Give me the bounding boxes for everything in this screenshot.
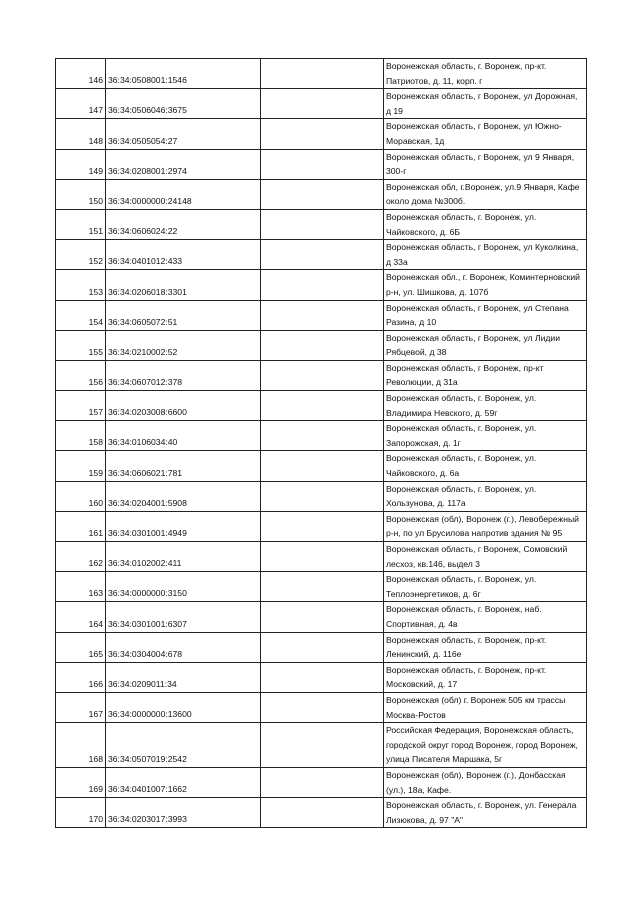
- row-number: 164: [56, 602, 106, 632]
- empty-cell: [261, 632, 384, 662]
- table-row: [56, 360, 587, 390]
- table-row: [56, 767, 587, 797]
- address-cell: Воронежская обл, г.Воронеж, ул.9 Января, Кафе около дома №300б.: [384, 179, 587, 209]
- cadastral-number: 36:34:0508001:1546: [106, 59, 261, 89]
- cadastral-number: 36:34:0506046:3675: [106, 89, 261, 119]
- table-row: [56, 89, 587, 119]
- row-number: 166: [56, 662, 106, 692]
- address-cell: Воронежская область, г Воронеж, ул Куколкина, д 33а: [384, 240, 587, 270]
- table-row: [56, 421, 587, 451]
- empty-cell: [261, 602, 384, 632]
- cadastral-number: 36:34:0210002:52: [106, 330, 261, 360]
- row-number: 151: [56, 209, 106, 239]
- cadastral-table: [55, 58, 587, 828]
- cadastral-number: 36:34:0607012:378: [106, 360, 261, 390]
- row-number: 165: [56, 632, 106, 662]
- row-number: 152: [56, 240, 106, 270]
- table-row: [56, 330, 587, 360]
- address-cell: Воронежская (обл), Воронеж (г.), Левобережный р-н, по ул Брусилова напротив здания № 95: [384, 511, 587, 541]
- cadastral-number: 36:34:0106034:40: [106, 421, 261, 451]
- cadastral-number: 36:34:0505054:27: [106, 119, 261, 149]
- empty-cell: [261, 300, 384, 330]
- table-row: [56, 572, 587, 602]
- cadastral-number: 36:34:0000000:13600: [106, 692, 261, 722]
- table-row: [56, 270, 587, 300]
- table-row: [56, 632, 587, 662]
- row-number: 156: [56, 360, 106, 390]
- empty-cell: [261, 391, 384, 421]
- row-number: 157: [56, 391, 106, 421]
- row-number: 160: [56, 481, 106, 511]
- empty-cell: [261, 360, 384, 390]
- empty-cell: [261, 179, 384, 209]
- cadastral-number: 36:34:0203008:6600: [106, 391, 261, 421]
- empty-cell: [261, 542, 384, 572]
- empty-cell: [261, 240, 384, 270]
- cadastral-number: 36:34:0208001:2974: [106, 149, 261, 179]
- row-number: 158: [56, 421, 106, 451]
- empty-cell: [261, 119, 384, 149]
- table-body: [56, 59, 587, 828]
- table-row: [56, 481, 587, 511]
- row-number: 162: [56, 542, 106, 572]
- address-cell: Воронежская область, г. Воронеж, ул. Запорожская, д. 1г: [384, 421, 587, 451]
- row-number: 159: [56, 451, 106, 481]
- row-number: 155: [56, 330, 106, 360]
- table-row: [56, 542, 587, 572]
- cadastral-number: 36:34:0507019:2542: [106, 723, 261, 768]
- row-number: 169: [56, 767, 106, 797]
- address-cell: Воронежская обл., г. Воронеж, Коминтерновский р-н, ул. Шишкова, д. 107б: [384, 270, 587, 300]
- empty-cell: [261, 692, 384, 722]
- row-number: 149: [56, 149, 106, 179]
- table-row: [56, 149, 587, 179]
- empty-cell: [261, 421, 384, 451]
- address-cell: Воронежская область, г. Воронеж, ул. Чайковского, д. 6а: [384, 451, 587, 481]
- table-row: [56, 662, 587, 692]
- table-row: [56, 240, 587, 270]
- empty-cell: [261, 798, 384, 828]
- empty-cell: [261, 209, 384, 239]
- cadastral-number: 36:34:0000000:24148: [106, 179, 261, 209]
- row-number: 154: [56, 300, 106, 330]
- address-cell: Воронежская область, г Воронеж, ул Степана Разина, д 10: [384, 300, 587, 330]
- address-cell: Воронежская область, г. Воронеж, ул. Чайковского, д. 6Б: [384, 209, 587, 239]
- empty-cell: [261, 723, 384, 768]
- address-cell: Воронежская область, г Воронеж, Сомовский лесхоз, кв.146, выдел 3: [384, 542, 587, 572]
- table-row: [56, 391, 587, 421]
- cadastral-number: 36:34:0606021:781: [106, 451, 261, 481]
- cadastral-number: 36:34:0605072:51: [106, 300, 261, 330]
- empty-cell: [261, 511, 384, 541]
- empty-cell: [261, 89, 384, 119]
- cadastral-number: 36:34:0206018:3301: [106, 270, 261, 300]
- cadastral-number: 36:34:0102002:411: [106, 542, 261, 572]
- address-cell: Воронежская область, г Воронеж, ул Лидии Рябцевой, д 38: [384, 330, 587, 360]
- cadastral-number: 36:34:0401007:1662: [106, 767, 261, 797]
- document-page: [55, 58, 586, 828]
- row-number: 147: [56, 89, 106, 119]
- row-number: 153: [56, 270, 106, 300]
- cadastral-number: 36:34:0204001:5908: [106, 481, 261, 511]
- address-cell: Воронежская область, г Воронеж, ул Дорожная, д 19: [384, 89, 587, 119]
- empty-cell: [261, 451, 384, 481]
- empty-cell: [261, 59, 384, 89]
- empty-cell: [261, 572, 384, 602]
- address-cell: Воронежская область, г. Воронеж, ул. Генерала Лизюкова, д. 97 "А": [384, 798, 587, 828]
- table-row: [56, 723, 587, 768]
- empty-cell: [261, 270, 384, 300]
- row-number: 163: [56, 572, 106, 602]
- row-number: 167: [56, 692, 106, 722]
- table-row: [56, 179, 587, 209]
- row-number: 168: [56, 723, 106, 768]
- empty-cell: [261, 149, 384, 179]
- cadastral-number: 36:34:0606024:22: [106, 209, 261, 239]
- row-number: 146: [56, 59, 106, 89]
- table-row: [56, 511, 587, 541]
- address-cell: Воронежская область, г. Воронеж, ул. Теплоэнергетиков, д. 6г: [384, 572, 587, 602]
- address-cell: Воронежская область, г. Воронеж, ул. Владимира Невского, д. 59г: [384, 391, 587, 421]
- cadastral-number: 36:34:0209011:34: [106, 662, 261, 692]
- address-cell: Воронежская (обл), Воронеж (г.), Донбасская (ул.), 18а, Кафе.: [384, 767, 587, 797]
- table-row: [56, 119, 587, 149]
- address-cell: Воронежская область, г Воронеж, ул 9 Января, 300-г: [384, 149, 587, 179]
- table-row: [56, 451, 587, 481]
- table-row: [56, 692, 587, 722]
- address-cell: Воронежская область, г Воронеж, ул Южно-Моравская, 1д: [384, 119, 587, 149]
- address-cell: Воронежская область, г Воронеж, пр-кт Революции, д 31а: [384, 360, 587, 390]
- table-row: [56, 209, 587, 239]
- address-cell: Воронежская область, г. Воронеж, пр-кт. Московский, д. 17: [384, 662, 587, 692]
- empty-cell: [261, 662, 384, 692]
- cadastral-number: 36:34:0401012:433: [106, 240, 261, 270]
- table-row: [56, 798, 587, 828]
- address-cell: Воронежская область, г. Воронеж, наб. Спортивная, д. 4в: [384, 602, 587, 632]
- row-number: 161: [56, 511, 106, 541]
- cadastral-number: 36:34:0301001:6307: [106, 602, 261, 632]
- cadastral-number: 36:34:0203017:3993: [106, 798, 261, 828]
- cadastral-number: 36:34:0000000:3150: [106, 572, 261, 602]
- empty-cell: [261, 767, 384, 797]
- cadastral-number: 36:34:0301001:4949: [106, 511, 261, 541]
- empty-cell: [261, 330, 384, 360]
- address-cell: Воронежская область, г. Воронеж, пр-кт. Патриотов, д. 11, корп. г: [384, 59, 587, 89]
- address-cell: Воронежская область, г. Воронеж, ул. Хользунова, д. 117а: [384, 481, 587, 511]
- address-cell: Российская Федерация, Воронежская область, городской округ город Воронеж, город Воронеж, улица Писателя Маршака, 5г: [384, 723, 587, 768]
- row-number: 150: [56, 179, 106, 209]
- row-number: 170: [56, 798, 106, 828]
- table-row: [56, 602, 587, 632]
- cadastral-number: 36:34:0304004:678: [106, 632, 261, 662]
- address-cell: Воронежская (обл) г. Воронеж 505 км трассы Москва-Ростов: [384, 692, 587, 722]
- table-row: [56, 300, 587, 330]
- empty-cell: [261, 481, 384, 511]
- address-cell: Воронежская область, г. Воронеж, пр-кт. Ленинский, д. 116е: [384, 632, 587, 662]
- row-number: 148: [56, 119, 106, 149]
- table-row: [56, 59, 587, 89]
